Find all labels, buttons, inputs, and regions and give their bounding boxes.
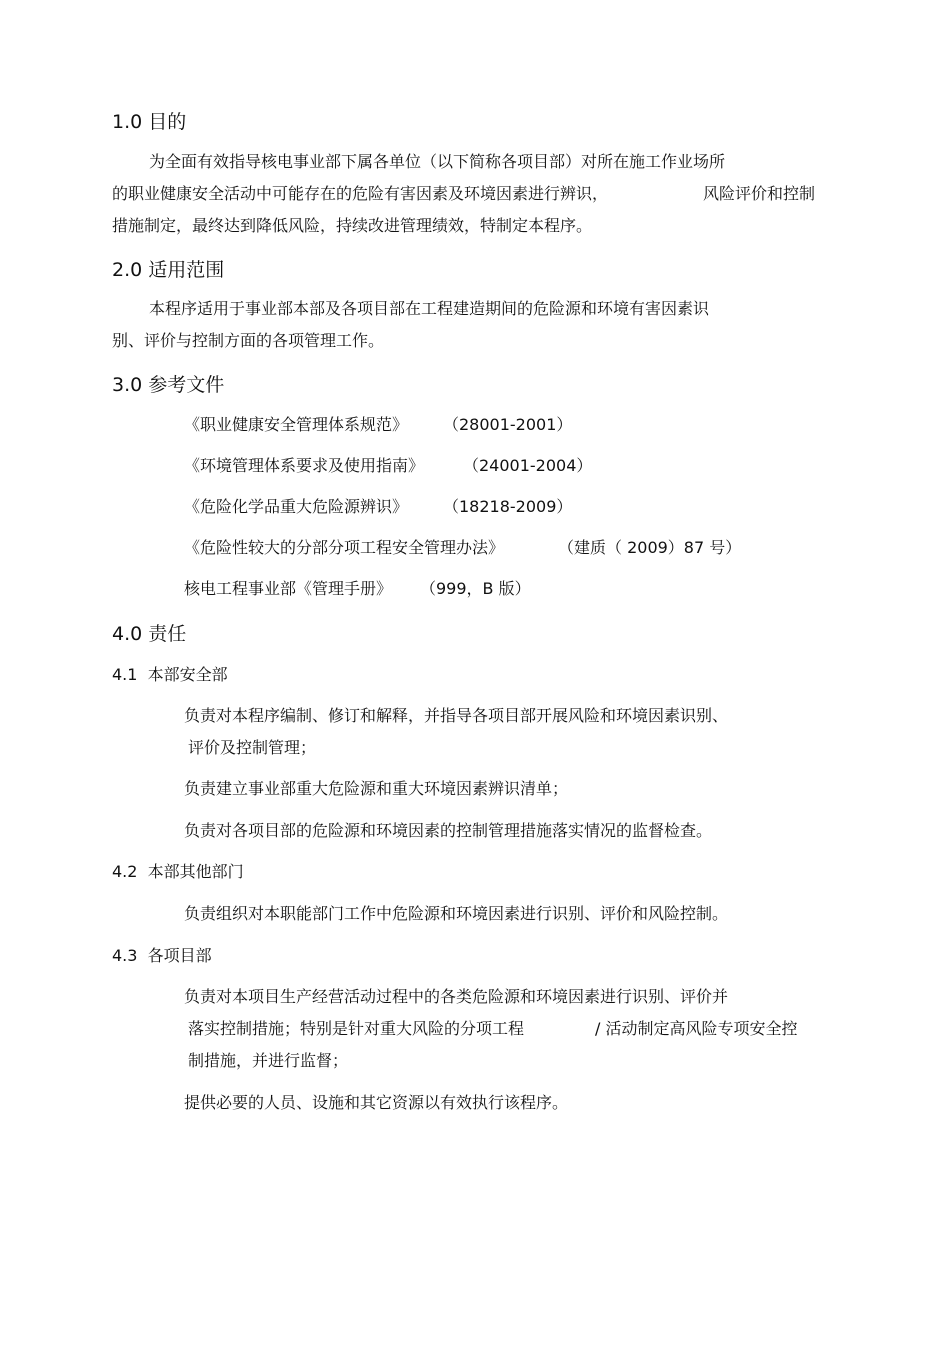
reference-name: 《危险性较大的分部分项工程安全管理办法》 — [184, 538, 505, 557]
reference-name: 《环境管理体系要求及使用指南》 — [184, 456, 425, 475]
reference-name: 核电工程事业部《管理手册》 — [184, 579, 393, 598]
section-1-line-3: 措施制定，最终达到降低风险，持续改进管理绩效，特制定本程序。 — [112, 216, 593, 235]
subsection-4-3-line-3: 制措施，并进行监督； — [188, 1051, 349, 1070]
subsection-4-1-line-1: 负责对本程序编制、修订和解释，并指导各项目部开展风险和环境因素识别、 — [184, 706, 729, 725]
subsection-4-1-line-4: 负责对各项目部的危险源和环境因素的控制管理措施落实情况的监督检查。 — [184, 821, 713, 840]
subsection-4-1-line-3: 负责建立事业部重大危险源和重大环境因素辨识清单； — [184, 779, 569, 798]
section-1-line-1: 为全面有效指导核电事业部下属各单位（以下简称各项目部）对所在施工作业场所 — [149, 152, 726, 171]
section-1-line-2b: 风险评价和控制 — [703, 184, 816, 203]
reference-code: （28001-2001） — [443, 415, 573, 434]
subsection-4-3-line-2b: / 活动制定高风险专项安全控 — [595, 1019, 798, 1038]
reference-code: （18218-2009） — [443, 497, 573, 516]
subsection-4-2-title: 4.2 本部其他部门 — [112, 862, 244, 881]
subsection-4-1-line-2: 评价及控制管理； — [188, 738, 317, 757]
section-2-line-2: 别、评价与控制方面的各项管理工作。 — [112, 331, 385, 350]
subsection-4-3-line-2: 落实控制措施；特别是针对重大风险的分项工程 — [188, 1019, 525, 1038]
subsection-4-2-line-1: 负责组织对本职能部门工作中危险源和环境因素进行识别、评价和风险控制。 — [184, 904, 729, 923]
reference-name: 《职业健康安全管理体系规范》 — [184, 415, 409, 434]
section-4-title: 4.0 责任 — [112, 623, 187, 645]
section-1-line-2: 的职业健康安全活动中可能存在的危险有害因素及环境因素进行辨识， — [112, 184, 609, 203]
section-2-line-1: 本程序适用于事业部本部及各项目部在工程建造期间的危险源和环境有害因素识 — [149, 299, 710, 318]
reference-code: （999，B 版） — [420, 579, 531, 598]
subsection-4-3-title: 4.3 各项目部 — [112, 946, 212, 965]
reference-code: （24001-2004） — [463, 456, 593, 475]
subsection-4-1-title: 4.1 本部安全部 — [112, 665, 228, 684]
subsection-4-3-line-4: 提供必要的人员、设施和其它资源以有效执行该程序。 — [184, 1093, 569, 1112]
reference-code: （建质（ 2009）87 号） — [558, 538, 742, 557]
section-3-title: 3.0 参考文件 — [112, 374, 225, 396]
reference-name: 《危险化学品重大危险源辨识》 — [184, 497, 409, 516]
subsection-4-3-line-1: 负责对本项目生产经营活动过程中的各类危险源和环境因素进行识别、评价并 — [184, 987, 729, 1006]
section-2-title: 2.0 适用范围 — [112, 259, 225, 281]
section-1-title: 1.0 目的 — [112, 111, 187, 133]
